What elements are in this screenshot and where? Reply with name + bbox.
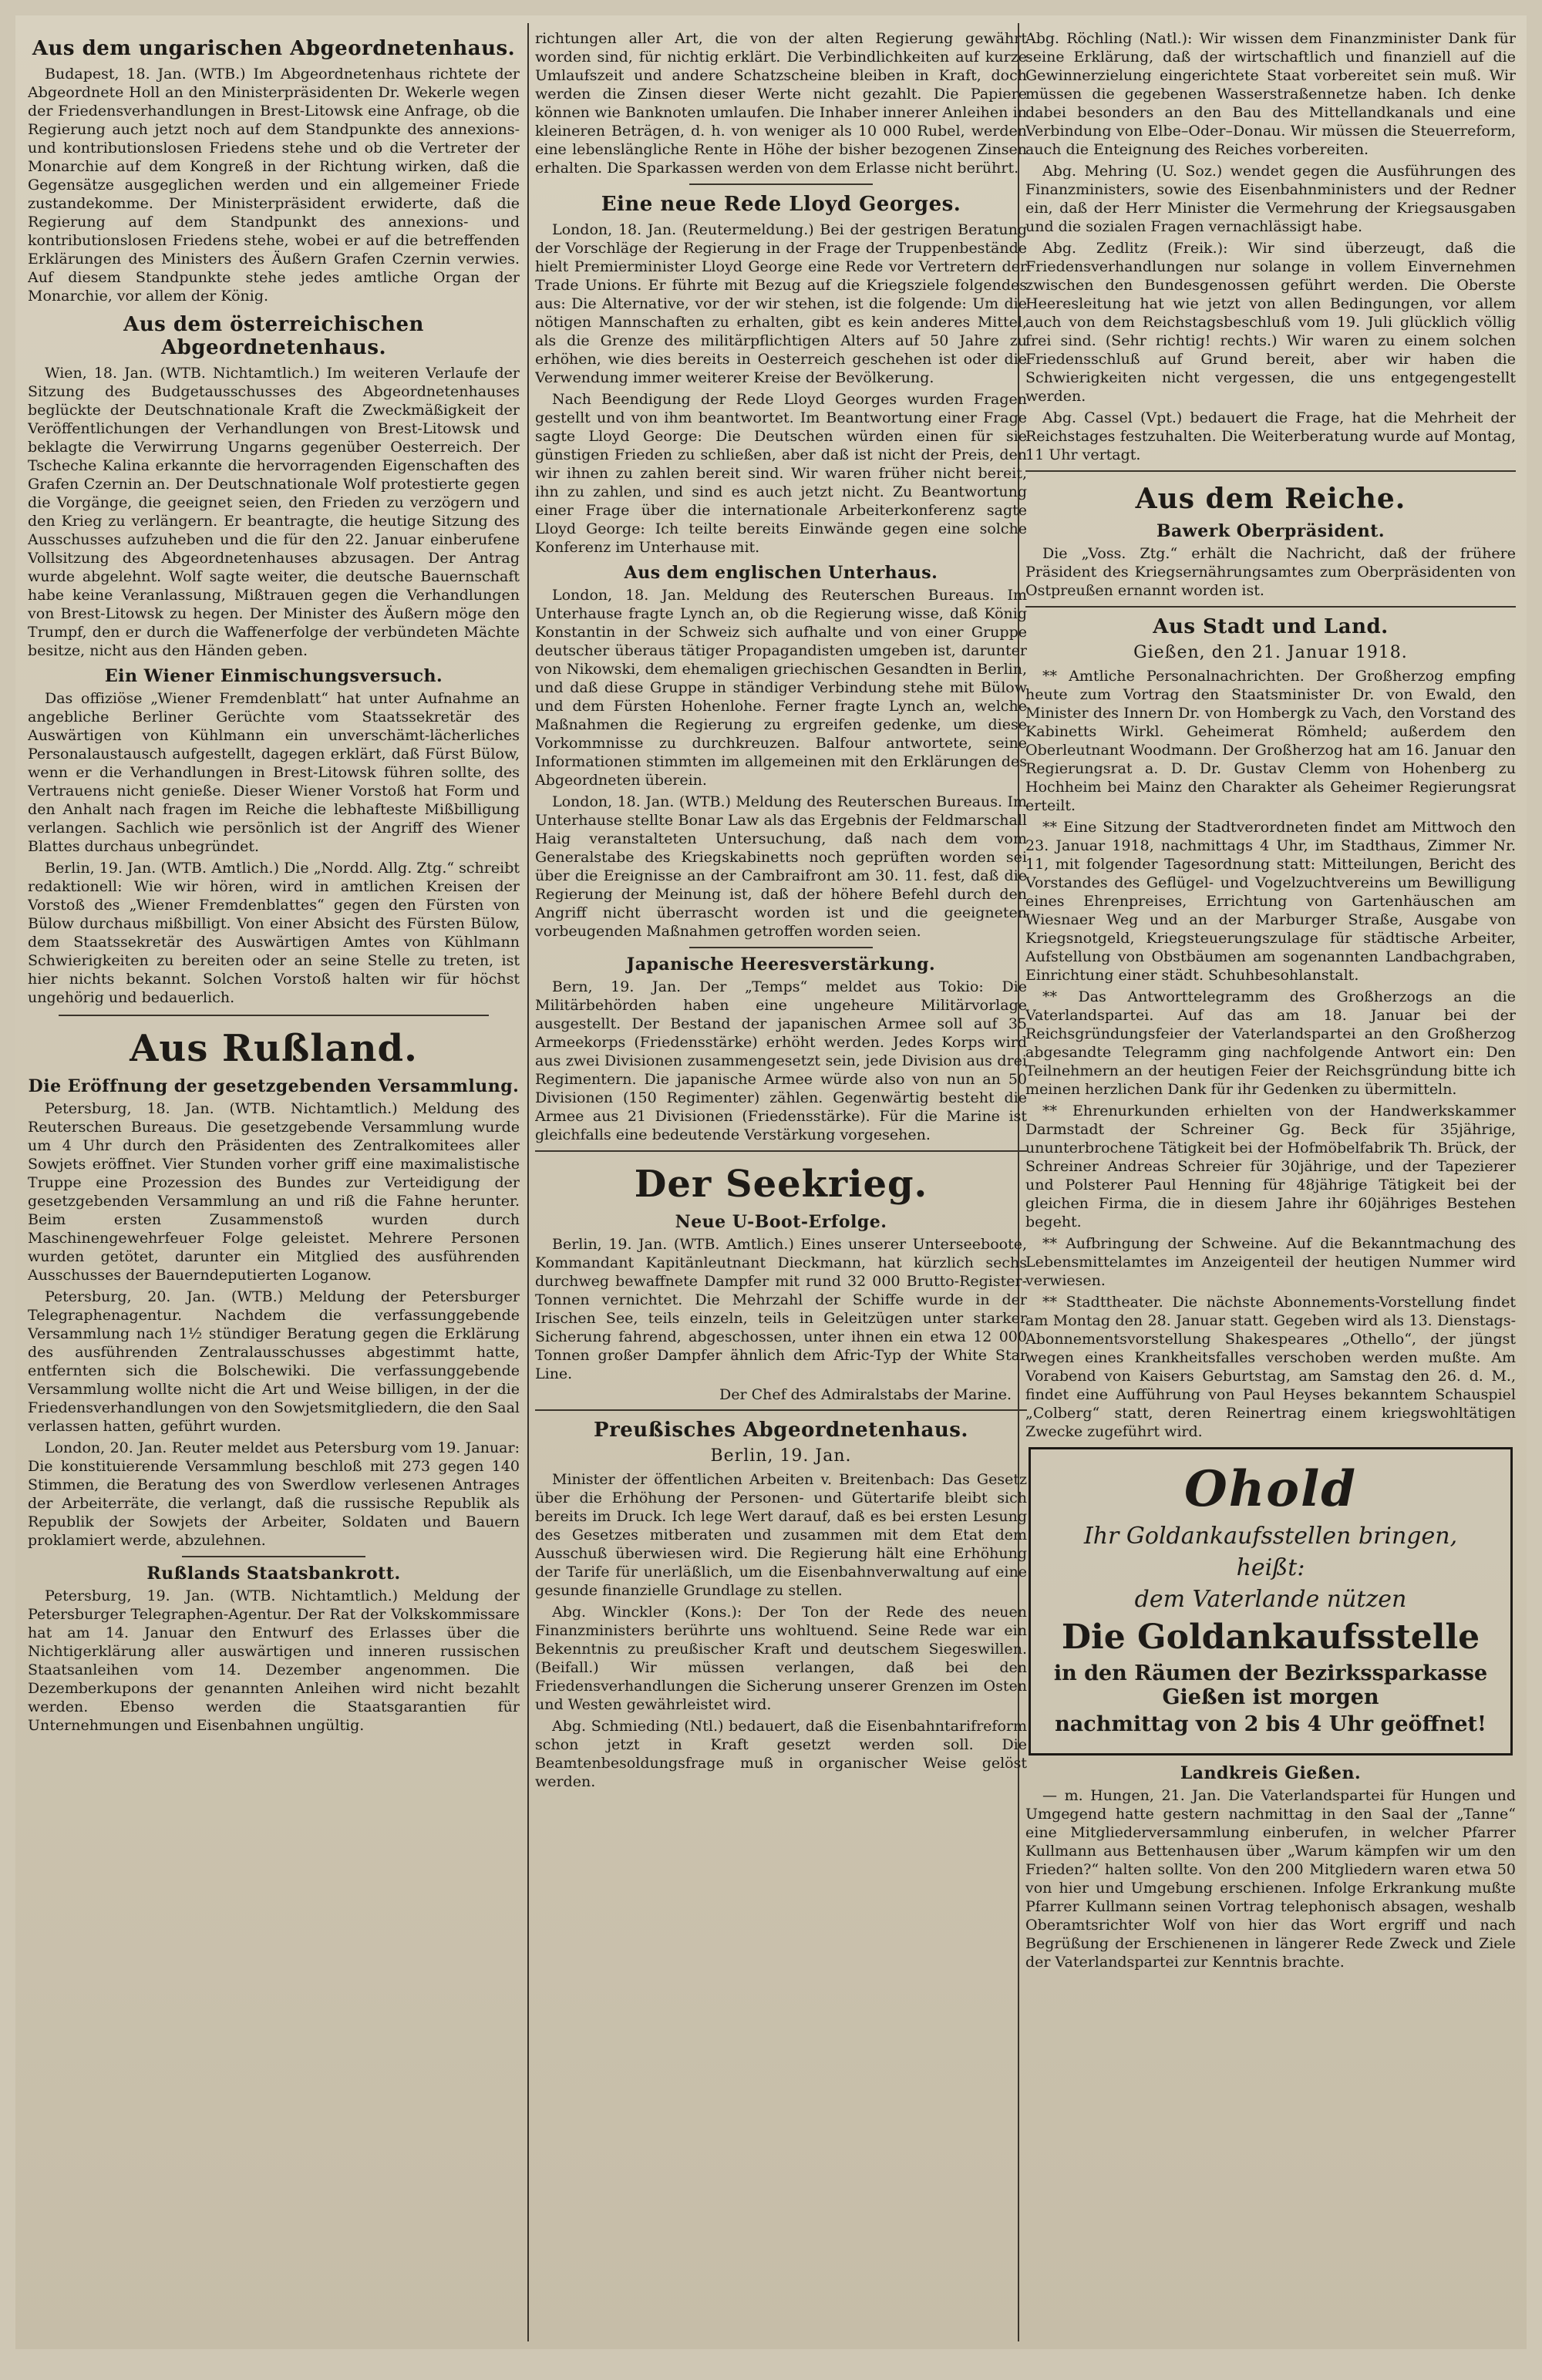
article-paragraph: Berlin, 19. Jan. (WTB. Amtlich.) Eines unserer Unterseeboote, Kommandant Kapitänleutnant Dieckmann, hat kürzlich sechs durchweg bewaffnete Dampfer mit rund 32 000 Brutto-Register-Tonnen vernichtet. Die Mehrzahl der Schiffe wurde in der Irischen See, teils einzeln, teils in Geleitzügen unter starker Sicherung fahrend, abgeschossen, unter ihnen ein etwa 12 000 Tonnen großer Dampfer ähnlich dem Afric-Typ der White Star Line. [535, 1236, 1027, 1382]
article-paragraph: Petersburg, 20. Jan. (WTB.) Meldung der Petersburger Telegraphenagentur. Nachdem die verfassunggebende Versammlung nach 1½ stündiger Beratung gegen die Erklärung des ausführenden Zentralausschusses abgestimmt hatte, entfernten sich die Bolschewiki. Die verfassunggebende Versammlung wollte nicht die Art und Weise billigen, in der die Friedensverhandlungen von den Sowjetsmitgliedern, die den Saal verlassen hatten, geführt wurden. [28, 1288, 520, 1435]
divider [59, 1015, 489, 1016]
heading-seekrieg: Der Seekrieg. [634, 1163, 928, 1206]
article-paragraph: London, 20. Jan. Reuter meldet aus Petersburg vom 19. Januar: Die konstituierende Versammlung beschloß mit 273 gegen 140 Stimmen, die Beratung des von Swerdlow verlesenen Antrages der Arbeiterräte, die verlangt, daß die russische Republik als Republik der Sowjets der Arbeiter, Soldaten und Bauern proklamiert werde, abzulehnen. [28, 1439, 520, 1549]
ad-headline: Die Goldankaufsstelle [1061, 1618, 1480, 1657]
divider [182, 1556, 365, 1557]
heading-wiener: Ein Wiener Einmischungsversuch. [104, 666, 443, 686]
article-paragraph: Nach Beendigung der Rede Lloyd Georges wurden Fragen gestellt und von ihm beantwortet. Im Beantwortung einer Frage sagte Lloyd George: Die Deutschen würden einen für sie günstigen Frieden zu schließen, aber daß ist nicht der Preis, den wir ihnen zu zahlen bereit sind. Wir waren früher nicht bereit, ihn zu zahlen, und sind es auch jetzt nicht. Zu Beantwortung einer Frage über die internationale Arbeiterkonferenz sagte Lloyd George: Ich teilte bereits Einwände gegen eine solche Konferenz im Unterhause mit. [535, 391, 1027, 556]
article-paragraph: ** Eine Sitzung der Stadtverordneten findet am Mittwoch den 23. Januar 1918, nachmittags 4 Uhr, im Stadthaus, Zimmer Nr. 11, mit folgender Tagesordnung statt: Mitteilungen, Bericht des Vorstandes des Geflügel- und Vogelzuchtvereins um Bewilligung eines Ehrenpreises, Errichtung von Gartenhäuschen am Wiesnaer Weg und an der Marburger Straße, Ausgabe von Kriegsnotgeld, Kriegsteuerungszulage für städtische Arbeiter, Aufstellung von Obstbäumen am sogenannten Landbachgraben, Einrichtung einer städt. Schuhbesohlanstalt. [1025, 819, 1516, 984]
heading-lloyd: Eine neue Rede Lloyd Georges. [601, 193, 961, 216]
article-paragraph: Abg. Schmieding (Ntl.) bedauert, daß die Eisenbahntarifreform schon jetzt in Kraft gesetzt werden soll. Die Beamtenbesoldungsfrage muß in organischer Weise gelöst werden. [535, 1718, 1027, 1790]
divider [689, 183, 873, 185]
article-paragraph: ** Stadttheater. Die nächste Abonnements-Vorstellung findet am Montag den 28. Januar statt. Gegeben wird als 13. Dienstags-Abonnementsvorstellung Shakespeares „Othello“, der jüngst wegen eines Krankheitsfalles verschoben werden mußte. Am Vorabend von Kaisers Geburtstag, am Samstag den 26. d. M., findet eine Aufführung von Paul Heyses bekanntem Schauspiel „Colberg“ statt, deren Reinertrag einem kriegswohltätigen Zwecke zugeführt wird. [1025, 1294, 1516, 1440]
article-paragraph: ** Amtliche Personalnachrichten. Der Großherzog empfing heute zum Vortrag den Staatsminister Dr. von Ewald, den Minister des Innern Dr. von Hombergk zu Vach, den Vorstand des Kabinetts Wirkl. Geheimerat Römheld; außerdem den Oberleutnant Woodmann. Der Großherzog hat am 16. Januar den Regierungsrat a. D. Dr. Gustav Clemm von Hohenberg zu Hochheim bei Mainz den Charakter als Geheimer Regierungsrat erteilt. [1025, 668, 1516, 814]
article-paragraph: London, 18. Jan. (Reutermeldung.) Bei der gestrigen Beratung der Vorschläge der Regierung in der Frage der Truppenbestände hielt Premierminister Lloyd George eine Rede vor Vertretern der Trade Unions. Er führte mit Bezug auf die Kriegsziele folgendes aus: Die Alternative, vor der wir stehen, ist die folgende: Um die nötigen Mannschaften zu erhalten, gibt es kein anderes Mittel, als die Grenze des militärpflichtigen Alters auf 50 Jahre zu erhöhen, wie dies bereits in Oesterreich geschehen ist oder die Verwendung immer weiterer Kreise der Bevölkerung. [535, 221, 1027, 386]
article-paragraph: ** Ehrenurkunden erhielten von der Handwerkskammer Darmstadt der Schreiner Gg. Beck für 35jährige, ununterbrochene Tätigkeit bei der Hofmöbelfabrik Th. Brück, der Schreiner Andreas Schreier für 30jährige, und der Tapezierer und Polsterer Paul Henning für 48jährige Tätigkeit bei der gleichen Firma, die in diesem Jahre ihr 60jähriges Bestehen begeht. [1025, 1102, 1516, 1230]
ad-line: Ihr Goldankaufsstellen bringen, [1083, 1523, 1458, 1550]
heading-ungarn: Aus dem ungarischen Abgeordnetenhaus. [32, 37, 516, 60]
article-paragraph: Die „Voss. Ztg.“ erhält die Nachricht, daß der frühere Präsident des Kriegsernährungsamtes zum Oberpräsidenten von Ostpreußen ernannt worden ist. [1025, 545, 1516, 599]
column-rule [527, 23, 529, 2341]
column-right [1025, 29, 1516, 2335]
article-paragraph: ** Aufbringung der Schweine. Auf die Bekanntmachung des Lebensmittelamtes im Anzeigenteil der heutigen Nummer wird verwiesen. [1025, 1235, 1516, 1289]
ad-line: heißt: [1236, 1554, 1305, 1581]
article-paragraph: ** Das Antworttelegramm des Großherzogs an die Vaterlandspartei. Auf das am 18. Januar bei der Reichsgründungsfeier der Vaterlandspartei an den Großherzog abgesandte Telegramm ging nachfolgende Antwort ein: Den Teilnehmern an der heutigen Feier der Reichsgründung bitte ich meinen herzlichen Dank für ihr Gedenken zu übermitteln. [1025, 988, 1516, 1098]
heading-staatsbankrott: Rußlands Staatsbankrott. [146, 1564, 401, 1584]
article-paragraph: Abg. Winckler (Kons.): Der Ton der Rede des neuen Finanzministers berührte uns wohltuend. Seine Rede war ein Bekenntnis zu preußischer Kraft und deutschem Siegeswillen. (Beifall.) Wir müssen verlangen, daß bei den Friedensverhandlungen die Sicherung unserer Grenzen im Osten und Westen gewährleistet wird. [535, 1604, 1027, 1713]
heading-reiche: Aus dem Reiche. [1135, 483, 1406, 515]
article-paragraph: Abg. Cassel (Vpt.) bedauert die Frage, hat die Mehrheit der Reichstages festzuhalten. Die Weiterberatung wurde auf Montag, 11 Uhr vertagt. [1025, 409, 1516, 463]
ad-logo: Ohold [1183, 1460, 1358, 1518]
article-paragraph: Budapest, 18. Jan. (WTB.) Im Abgeordnetenhaus richtete der Abgeordnete Holl an den Ministerpräsidenten Dr. Wekerle wegen der Friedensverhandlungen in Brest-Litowsk eine Anfrage, ob die Regierung auch jetzt noch auf dem Standpunkte des annexions- und kontributionslosen Friedens stehe und ob die Vertreter der Monarchie auf dem Kongreß in der Richtung wirken, daß die Gegensätze ausgeglichen werden und ein allgemeiner Friede zustandekomme. Der Ministerpräsident erwiderte, daß die Regierung auf dem Standpunkt des annexions- und kontributionslosen Friedens stehe, wobei er auf die betreffenden Erklärungen des Ministers des Äußern Grafen Czernin verwies. Auf diesem Standpunkte stehe jedes amtliche Organ der Monarchie, vor allem der König. [28, 66, 520, 305]
heading-preussen: Preußisches Abgeordnetenhaus. [594, 1419, 968, 1442]
article-paragraph: richtungen aller Art, die von der alten Regierung gewährt worden sind, für nichtig erklärt. Die Verbindlichkeiten auf kurze Umlaufszeit und andere Schatzscheine bleiben in Kraft, doch werden die Zinsen dieser Werte nicht gezahlt. Die Papiere können wie Banknoten umlaufen. Die Inhaber innerer Anleihen in kleineren Beträgen, d. h. von weniger als 10 000 Rubel, werden eine lebenslängliche Rente in Höhe der bisher bezogenen Zinsen erhalten. Die Sparkassen werden von dem Erlasse nicht berührt. [535, 30, 1027, 177]
dateline: Gießen, den 21. Januar 1918. [1133, 643, 1408, 662]
divider [535, 1150, 1027, 1152]
heading-japan: Japanische Heeresverstärkung. [626, 954, 936, 975]
heading-stadt: Aus Stadt und Land. [1153, 615, 1389, 638]
divider [689, 947, 873, 948]
article-paragraph: — m. Hungen, 21. Jan. Die Vaterlandspartei für Hungen und Umgegend hatte gestern nachmittag in den Saal der „Tanne“ eine Mitgliederversammlung einberufen, in welcher Pfarrer Kullmann aus Bettenhausen über „Warum kämpfen wir um den Frieden?“ halten sollte. Von den 200 Mitgliedern waren etwa 50 von hier und Umgebung erschienen. Infolge Erkrankung mußte Pfarrer Kullmann seinen Vortrag telephonisch absagen, weshalb Oberamtsrichter Wolf von hier das Wort ergriff und nach Begrüßung der Erschienenen in längerer Rede Zweck und Ziele der Vaterlandspartei zur Kenntnis brachte. [1025, 1787, 1516, 1971]
heading-landkreis: Landkreis Gießen. [1180, 1763, 1362, 1783]
divider [1025, 606, 1516, 608]
newspaper-page [15, 15, 1527, 2349]
article-paragraph: Petersburg, 19. Jan. (WTB. Nichtamtlich.) Meldung der Petersburger Telegraphen-Agentur. Der Rat der Volkskommissare hat am 14. Januar den Entwurf des Erlasses über die Nichtigerklärung aller auswärtigen und inneren russischen Staatsanleihen vom 14. Dezember angenommen. Die Dezemberkupons der genannten Anleihen wird nicht bezahlt werden. Ebenso werden die Staatsgarantien für Unternehmungen und Eisenbahnen ungültig. [28, 1587, 520, 1734]
article-paragraph: Das offiziöse „Wiener Fremdenblatt“ hat unter Aufnahme an angebliche Berliner Gerüchte vom Staatssekretär des Auswärtigen von Kühlmann ein unverschämt-lächerliches Personalaustausch aufgestellt, dagegen erklärt, daß Fürst Bülow, wenn er die Verhandlungen in Brest-Litowsk führen sollte, des Vertrauens nicht genieße. Dieser Wiener Vorstoß hat Form und den Anhalt nach fragen im Reiche die lebhafteste Mißbilligung verlangen. Sachlich wie persönlich ist der Angriff des Wiener Blattes durchaus unbegründet. [28, 690, 520, 855]
ad-subline: in den Räumen der Bezirkssparkasse Gießen ist morgen [1053, 1661, 1488, 1709]
column-middle [535, 29, 1027, 2335]
heading-eroeffnung: Die Eröffnung der gesetzgebenden Versammlung. [28, 1076, 520, 1096]
article-paragraph: Berlin, 19. Jan. (WTB. Amtlich.) Die „Nordd. Allg. Ztg.“ schreibt redaktionell: Wie wir hören, wird in amtlichen Kreisen der Vorstoß des „Wiener Fremdenblattes“ gegen den Fürsten von Bülow durchaus mißbilligt. Von einer Absicht des Fürsten Bülow, dem Staatssekretär des Auswärtigen Amtes von Kühlmann Schwierigkeiten zu bereiten oder an seine Stelle zu treten, ist hier nichts bekannt. Solchen Vorstoß halten wir für höchst ungehörig und bedauerlich. [28, 860, 520, 1006]
article-paragraph: London, 18. Jan. Meldung des Reuterschen Bureaus. Im Unterhause fragte Lynch an, ob die Regierung wisse, daß König Konstantin in der Schweiz sich aufhalte und von einer Gruppe deutscher überaus tätiger Propagandisten umgeben ist, darunter von Nikowski, dem ehemaligen griechischen Gesandten in Berlin, und daß diese Gruppe in ständiger Verbindung stehe mit Bülow und dem Fürsten Hohenlohe. Ferner fragte Lynch an, welche Maßnahmen die Regierung zu ergreifen gedenke, um diese Vorkommnisse zu durchkreuzen. Balfour antwortete, seine Informationen stimmten im allgemeinen mit den Erklärungen des Abgeordneten überein. [535, 587, 1027, 789]
article-paragraph: Wien, 18. Jan. (WTB. Nichtamtlich.) Im weiteren Verlaufe der Sitzung des Budgetausschusses des Abgeordnetenhauses beglückte der Deutschnationale Kraft die Zweckmäßigkeit der Veröffentlichungen der Verhandlungen von Brest-Litowsk und beklagte die Verwirrung Ungarns gegenüber Oesterreich. Der Tscheche Kalina erkannte die hervorragenden Eigenschaften des Grafen Czernin an. Der Deutschnationale Wolf protestierte gegen die Vorgänge, die geeignet seien, den Frieden zu verzögern und den Krieg zu verlängern. Er beantragte, die heutige Sitzung des Ausschusses aufzuheben und die für den 22. Januar einberufene Vollsitzung des Abgeordnetenhauses abzusagen. Der Antrag wurde abgelehnt. Wolf sagte weiter, die deutsche Bauernschaft habe keine Veranlassung, Mißtrauen gegen die Verhandlungen von Brest-Litowsk zu hegen. Der Minister des Äußern möge den Trumpf, den er durch die Waffenerfolge der verbündeten Mächte besitze, nicht aus den Händen geben. [28, 365, 520, 659]
article-paragraph: London, 18. Jan. (WTB.) Meldung des Reuterschen Bureaus. Im Unterhause stellte Bonar Law als das Ergebnis der Feldmarschall Haig veranstalteten Untersuchung, daß nach dem vom Generalstabe des Kriegskabinetts noch geprüften worden sei über die Ereignisse an der Cambraifront am 30. 11. fest, daß die Regierung der Meinung ist, daß der höhere Befehl durch den Angriff nicht überrascht worden ist und die geeigneten vorbeugenden Maßnahmen getroffen worden seien. [535, 793, 1027, 940]
heading-russland: Aus Rußland. [130, 1027, 418, 1070]
ad-line: dem Vaterlande nützen [1134, 1586, 1407, 1613]
article-paragraph: Abg. Zedlitz (Freik.): Wir sind überzeugt, daß die Friedensverhandlungen nur solange in vollem Einvernehmen zwischen den Bundesgenossen geführt werden. Die Oberste Heeresleitung hat wie jetzt von allen Bedingungen, vor allem auch von dem Reichstagsbeschluß vom 19. Juli glücklich völlig frei sind. (Sehr richtig! rechts.) Wir waren zu einem solchen Friedensschluß auf Grund bereit, aber wir haben die Schwierigkeiten nicht vergessen, die uns entgegengestellt werden. [1025, 240, 1516, 405]
article-paragraph: Bern, 19. Jan. Der „Temps“ meldet aus Tokio: Die Militärbehörden haben eine ungeheure Militärvorlage ausgestellt. Der Bestand der japanischen Armee soll auf 35 Armeekorps (Friedensstärke) erhöht werden. Jedes Korps wird aus zwei Divisionen zusammengesetzt sein, jede Division aus drei Regimentern. Die japanische Armee würde also von nun an 50 Divisionen (150 Regimenter) zählen. Gegenwärtig besteht die Armee aus 21 Divisionen (Friedensstärke). Für die Marine ist gleichfalls eine bedeutende Verstärkung vorgesehen. [535, 978, 1027, 1143]
article-paragraph: Abg. Mehring (U. Soz.) wendet gegen die Ausführungen des Finanzministers, sowie des Eisenbahnministers und der Redner ein, daß der Herr Minister die Vermehrung der Kriegsausgaben und die sozialen Fragen vernachlässigt habe. [1025, 163, 1516, 235]
article-paragraph: Petersburg, 18. Jan. (WTB. Nichtamtlich.) Meldung des Reuterschen Bureaus. Die gesetzgebende Versammlung wurde um 4 Uhr durch den Präsidenten des Zentralkomitees aller Sowjets eröffnet. Vier Stunden vorher griff eine maximalistische Truppe eine Prozession des Bundes zur Verteidigung der gesetzgebenden Versammlung an und riß die Fahne herunter. Beim ersten Zusammenstoß wurden durch Maschinengewehrfeuer Folge geleistet. Mehrere Personen wurden getötet, darunter ein Mitglied des ausführenden Ausschusses der Bauerndeputierten Loganow. [28, 1100, 520, 1284]
column-left [28, 29, 520, 2335]
dateline: Berlin, 19. Jan. [710, 1446, 852, 1466]
heading-oberpraesident: Bawerk Oberpräsident. [1156, 521, 1385, 541]
divider [535, 1409, 1027, 1411]
heading-unterhaus: Aus dem englischen Unterhaus. [624, 563, 938, 583]
gold-purchase-advertisement [1029, 1447, 1513, 1756]
article-paragraph: Abg. Röchling (Natl.): Wir wissen dem Finanzminister Dank für seine Erklärung, daß der wirtschaftlich und finanziell auf die Gewinnerzielung eingerichtete Staat vorbereitet sein muß. Wir müssen die gegebenen Wasserstraßennetze haben. Ich denke dabei besonders an den Bau des Mittellandkanals und eine Verbindung von Elbe–Oder–Donau. Wir müssen die Steuerreform, auch die Enteignung des Reiches vorbereiten. [1025, 30, 1516, 158]
article-paragraph: Minister der öffentlichen Arbeiten v. Breitenbach: Das Gesetz über die Erhöhung der Personen- und Gütertarife bleibt sich bereits im Druck. Ich lege Wert darauf, daß es bei ersten Lesung des Gesetzes mitberaten und zusammen mit dem Etat dem Ausschuß überwiesen wird. Die Regierung hält eine Erhöhung der Tarife für unerläßlich, um die Eisenbahnverwaltung auf eine gesunde finanzielle Grundlage zu stellen. [535, 1471, 1027, 1599]
signature: Der Chef des Admiralstabs der Marine. [719, 1386, 1012, 1403]
divider [1025, 470, 1516, 472]
heading-ubote: Neue U-Boot-Erfolge. [675, 1212, 887, 1232]
ad-subline: nachmittag von 2 bis 4 Uhr geöffnet! [1055, 1712, 1486, 1736]
heading-oesterreich: Aus dem österreichischen Abgeordnetenhaus. [123, 313, 424, 359]
